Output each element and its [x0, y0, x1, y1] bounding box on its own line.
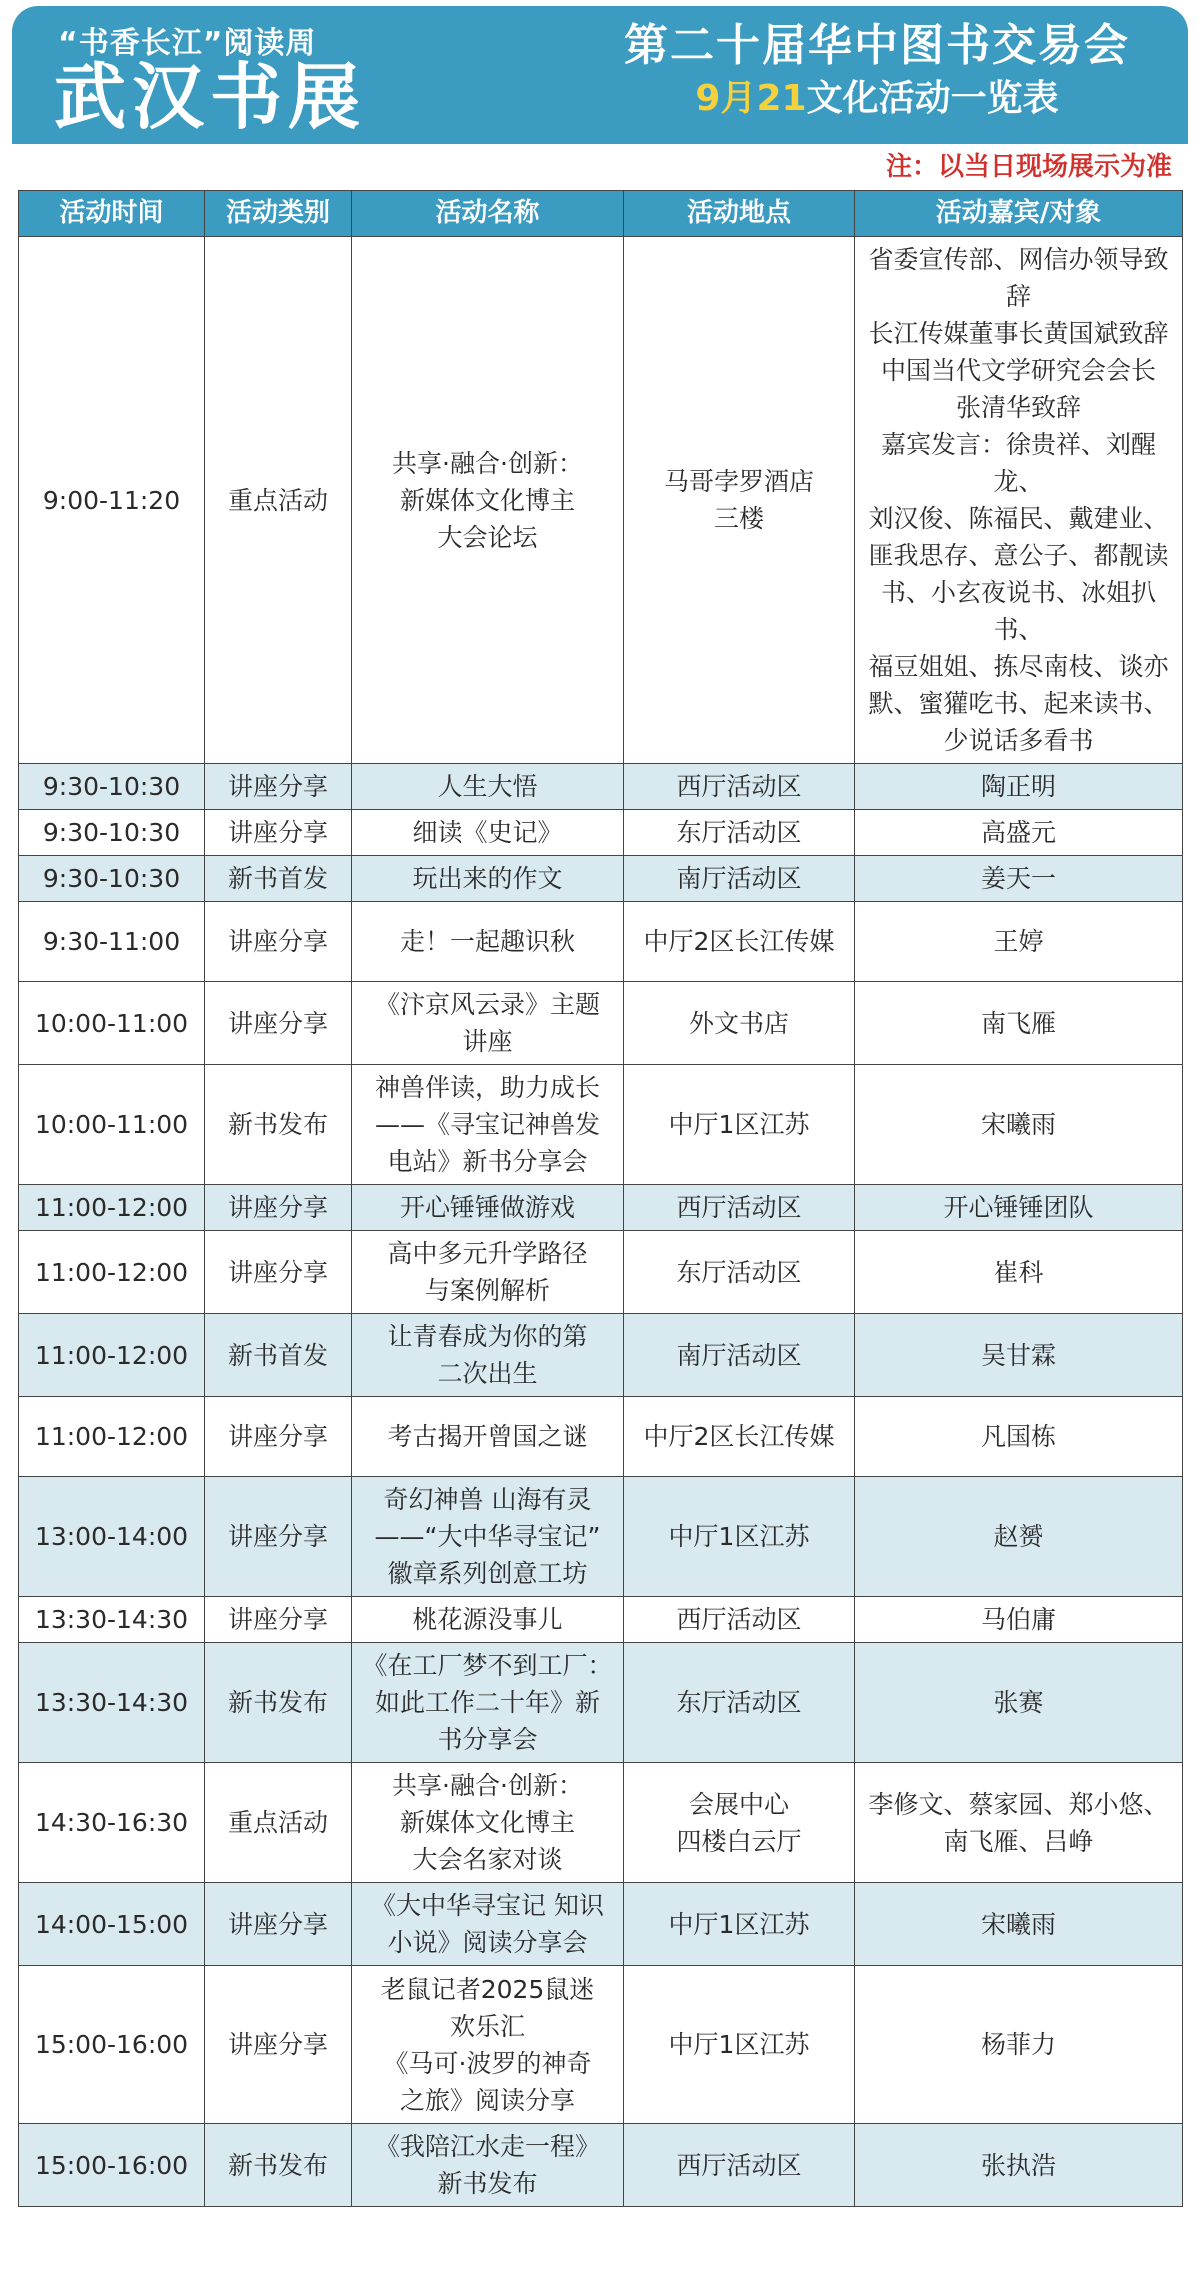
activity-guests: 高盛元 — [855, 810, 1183, 856]
header — [0, 0, 1200, 182]
activity-category: 讲座分享 — [205, 1231, 352, 1314]
date-highlight: 9月21 — [695, 78, 807, 119]
column-header: 活动类别 — [205, 191, 352, 237]
event-heading — [582, 18, 1172, 138]
activity-name: 走！一起趣识秋 — [352, 902, 624, 982]
activity-time: 9:30-10:30 — [19, 764, 205, 810]
table-row — [19, 2124, 1183, 2207]
activity-time: 13:30-14:30 — [19, 1597, 205, 1643]
activity-name: 人生大悟 — [352, 764, 624, 810]
activity-name: 神兽伴读，助力成长 ——《寻宝记神兽发 电站》新书分享会 — [352, 1065, 624, 1185]
activity-time: 11:00-12:00 — [19, 1185, 205, 1231]
activity-guests: 姜天一 — [855, 856, 1183, 902]
book-fair-brand — [42, 16, 462, 139]
activity-guests: 赵赟 — [855, 1477, 1183, 1597]
activity-venue: 西厅活动区 — [624, 1185, 855, 1231]
activity-venue: 外文书店 — [624, 982, 855, 1065]
table-row — [19, 1966, 1183, 2124]
table-row — [19, 1185, 1183, 1231]
table-header-row — [19, 191, 1183, 237]
title-banner — [12, 6, 1188, 144]
activity-venue: 南厅活动区 — [624, 1314, 855, 1397]
table-row — [19, 1643, 1183, 1763]
activity-category: 讲座分享 — [205, 764, 352, 810]
table-row — [19, 1477, 1183, 1597]
table-row — [19, 1314, 1183, 1397]
activity-venue: 中厅1区江苏 — [624, 1065, 855, 1185]
activity-guests: 王婷 — [855, 902, 1183, 982]
activity-guests: 宋曦雨 — [855, 1883, 1183, 1966]
activity-name: 桃花源没事儿 — [352, 1597, 624, 1643]
activity-name: 细读《史记》 — [352, 810, 624, 856]
activity-name: 《在工厂梦不到工厂： 如此工作二十年》新 书分享会 — [352, 1643, 624, 1763]
activity-guests: 宋曦雨 — [855, 1065, 1183, 1185]
table-row — [19, 1065, 1183, 1185]
activity-name: 高中多元升学路径 与案例解析 — [352, 1231, 624, 1314]
activity-category: 讲座分享 — [205, 902, 352, 982]
activity-guests: 吴甘霖 — [855, 1314, 1183, 1397]
activity-venue: 东厅活动区 — [624, 1643, 855, 1763]
activity-category: 讲座分享 — [205, 1397, 352, 1477]
activity-category: 重点活动 — [205, 1763, 352, 1883]
column-header: 活动名称 — [352, 191, 624, 237]
activity-venue: 马哥孛罗酒店 三楼 — [624, 237, 855, 764]
activity-guests: 杨菲力 — [855, 1966, 1183, 2124]
activity-venue: 会展中心 四楼白云厅 — [624, 1763, 855, 1883]
activity-name: 开心锤锤做游戏 — [352, 1185, 624, 1231]
activity-guests: 南飞雁 — [855, 982, 1183, 1065]
activity-time: 14:30-16:30 — [19, 1763, 205, 1883]
activity-name: 老鼠记者2025鼠迷 欢乐汇 《马可·波罗的神奇 之旅》阅读分享 — [352, 1966, 624, 2124]
activity-category: 讲座分享 — [205, 1185, 352, 1231]
activity-guests: 省委宣传部、网信办领导致辞 长江传媒董事长黄国斌致辞 中国当代文学研究会会长 张清华致辞 嘉宾发言：徐贵祥、刘醒龙、 刘汉俊、陈福民、戴建业、 匪我思存、意公子、都靓读 书、小玄夜说书、冰姐扒书、 福豆姐姐、拣尽南枝、谈亦 默、蜜獾吃书、起来读书、 少说话多看书 — [855, 237, 1183, 764]
column-header: 活动地点 — [624, 191, 855, 237]
activity-category: 讲座分享 — [205, 982, 352, 1065]
activity-venue: 中厅1区江苏 — [624, 1477, 855, 1597]
activity-venue: 西厅活动区 — [624, 2124, 855, 2207]
table-row — [19, 1231, 1183, 1314]
activity-venue: 中厅1区江苏 — [624, 1883, 855, 1966]
activity-time: 11:00-12:00 — [19, 1231, 205, 1314]
activity-name: 共享·融合·创新： 新媒体文化博主 大会名家对谈 — [352, 1763, 624, 1883]
activity-venue: 东厅活动区 — [624, 1231, 855, 1314]
activity-time: 11:00-12:00 — [19, 1314, 205, 1397]
activity-category: 新书首发 — [205, 856, 352, 902]
activity-guests: 凡国栋 — [855, 1397, 1183, 1477]
list-title: 文化活动一览表 — [806, 78, 1059, 119]
activity-name: 玩出来的作文 — [352, 856, 624, 902]
activity-guests: 李修文、蔡家园、郑小悠、 南飞雁、吕峥 — [855, 1763, 1183, 1883]
column-header: 活动时间 — [19, 191, 205, 237]
activity-time: 9:30-10:30 — [19, 810, 205, 856]
activity-time: 9:00-11:20 — [19, 237, 205, 764]
table-body — [19, 237, 1183, 2207]
table-row — [19, 1597, 1183, 1643]
activity-category: 讲座分享 — [205, 1597, 352, 1643]
activity-category: 新书发布 — [205, 1065, 352, 1185]
activity-name: 共享·融合·创新： 新媒体文化博主 大会论坛 — [352, 237, 624, 764]
activity-venue: 中厅2区长江传媒 — [624, 902, 855, 982]
activity-time: 9:30-11:00 — [19, 902, 205, 982]
activity-guests: 张执浩 — [855, 2124, 1183, 2207]
activity-time: 9:30-10:30 — [19, 856, 205, 902]
table-row — [19, 1763, 1183, 1883]
event-title: 第二十届华中图书交易会 — [624, 20, 1130, 71]
table-row — [19, 764, 1183, 810]
table-row — [19, 982, 1183, 1065]
column-header: 活动嘉宾/对象 — [855, 191, 1183, 237]
activity-time: 14:00-15:00 — [19, 1883, 205, 1966]
activity-guests: 陶正明 — [855, 764, 1183, 810]
table-row — [19, 902, 1183, 982]
activity-name: 考古揭开曾国之谜 — [352, 1397, 624, 1477]
activity-category: 新书发布 — [205, 1643, 352, 1763]
activity-category: 新书发布 — [205, 2124, 352, 2207]
activity-category: 讲座分享 — [205, 1477, 352, 1597]
activity-name: 奇幻神兽 山海有灵 ——“大中华寻宝记” 徽章系列创意工坊 — [352, 1477, 624, 1597]
notice-text: 注：以当日现场展示为准 — [885, 152, 1172, 182]
activity-guests: 张赛 — [855, 1643, 1183, 1763]
activity-venue: 南厅活动区 — [624, 856, 855, 902]
activity-guests: 马伯庸 — [855, 1597, 1183, 1643]
activity-venue: 东厅活动区 — [624, 810, 855, 856]
list-subtitle — [582, 74, 1172, 124]
activity-category: 新书首发 — [205, 1314, 352, 1397]
table-row — [19, 856, 1183, 902]
reading-week-subtitle: “书香长江”阅读周 — [58, 26, 317, 61]
table-row — [19, 237, 1183, 764]
activity-time: 10:00-11:00 — [19, 982, 205, 1065]
activity-category: 讲座分享 — [205, 1966, 352, 2124]
activity-category: 讲座分享 — [205, 1883, 352, 1966]
activity-time: 15:00-16:00 — [19, 1966, 205, 2124]
activity-time: 11:00-12:00 — [19, 1397, 205, 1477]
activity-guests: 开心锤锤团队 — [855, 1185, 1183, 1231]
activity-time: 13:00-14:00 — [19, 1477, 205, 1597]
activity-time: 10:00-11:00 — [19, 1065, 205, 1185]
book-fair-title: 武汉书展 — [54, 55, 367, 139]
activity-venue: 中厅1区江苏 — [624, 1966, 855, 2124]
activity-category: 重点活动 — [205, 237, 352, 764]
activity-category: 讲座分享 — [205, 810, 352, 856]
activity-name: 《我陪江水走一程》 新书发布 — [352, 2124, 624, 2207]
activity-name: 《大中华寻宝记 知识 小说》阅读分享会 — [352, 1883, 624, 1966]
activity-time: 13:30-14:30 — [19, 1643, 205, 1763]
activity-venue: 中厅2区长江传媒 — [624, 1397, 855, 1477]
activity-venue: 西厅活动区 — [624, 1597, 855, 1643]
activity-time: 15:00-16:00 — [19, 2124, 205, 2207]
table-row — [19, 810, 1183, 856]
activity-name: 《汴京风云录》主题 讲座 — [352, 982, 624, 1065]
activity-name: 让青春成为你的第 二次出生 — [352, 1314, 624, 1397]
activity-schedule-table — [18, 190, 1183, 2207]
table-row — [19, 1883, 1183, 1966]
activity-guests: 崔科 — [855, 1231, 1183, 1314]
table-row — [19, 1397, 1183, 1477]
activity-venue: 西厅活动区 — [624, 764, 855, 810]
